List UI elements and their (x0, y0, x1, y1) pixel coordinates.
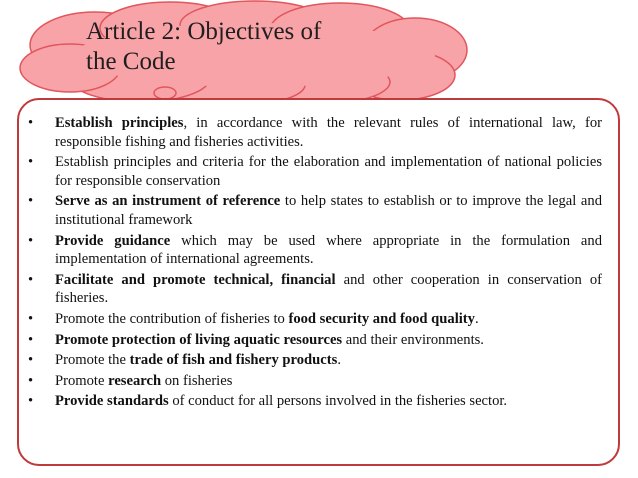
bullet-text: , in accordance with the relevant rules of international law, for responsible fishing and fisheries activities. (55, 115, 602, 150)
bullet-item (28, 372, 602, 391)
bullet-bold: Serve as an instrument of reference (55, 193, 281, 210)
bullet-bold: research (108, 372, 162, 389)
bullet-dot: • (28, 393, 34, 410)
bullet-text: Establish principles and criteria for the elaboration and implementation of national policies for responsible conservation (55, 154, 602, 189)
bullet-dot: • (28, 271, 34, 288)
title-line-2: the Code (86, 48, 176, 75)
bullet-text: on fisheries (161, 372, 233, 389)
slide-title (86, 17, 386, 77)
bullet-text: and other cooperation in conservation of fisheries. (55, 271, 602, 307)
bullet-item (28, 114, 602, 151)
bullet-item (28, 192, 602, 229)
bullet-text: . (474, 310, 479, 327)
bullet-item (28, 153, 602, 190)
bullet-dot: • (28, 232, 34, 249)
bullet-item (28, 351, 602, 370)
bullet-list (28, 114, 602, 413)
bullet-bold: Promote protection of living aquatic resources (55, 331, 343, 348)
bullet-dot: • (28, 352, 34, 369)
bullet-dot: • (28, 331, 34, 348)
bullet-dot: • (28, 310, 34, 327)
bullet-bold: Provide standards (55, 393, 169, 410)
bullet-text: to help states to establish or to improve the legal and institutional framework (55, 193, 602, 228)
bullet-pre: Promote the (55, 352, 130, 369)
bullet-text: which may be used where appropriate in the formulation and implementation of international agreements. (55, 232, 602, 268)
bullet-item (28, 232, 602, 269)
bullet-item (28, 271, 602, 308)
bullet-bold: food security and food quality (288, 310, 475, 327)
bullet-item (28, 392, 602, 411)
bullet-text: of conduct for all persons involved in the fisheries sector. (168, 393, 508, 410)
bullet-pre: Promote the contribution of fisheries to (55, 310, 289, 327)
bullet-dot: • (28, 115, 34, 131)
bullet-text: . (337, 352, 341, 369)
bullet-dot: • (28, 372, 34, 389)
bullet-text: and their environments. (342, 331, 484, 348)
bullet-item (28, 331, 602, 350)
bullet-bold: trade of fish and fishery products (129, 352, 338, 369)
bullet-dot: • (28, 193, 34, 210)
bullet-bold: Establish principles (55, 115, 184, 131)
title-line-1: Article 2: Objectives of (86, 18, 322, 45)
bullet-bold: Provide guidance (55, 232, 171, 249)
bullet-bold: Facilitate and promote technical, financial (55, 271, 336, 288)
bullet-pre: Promote (55, 372, 109, 389)
bullet-dot: • (28, 154, 34, 171)
bullet-item (28, 310, 602, 329)
